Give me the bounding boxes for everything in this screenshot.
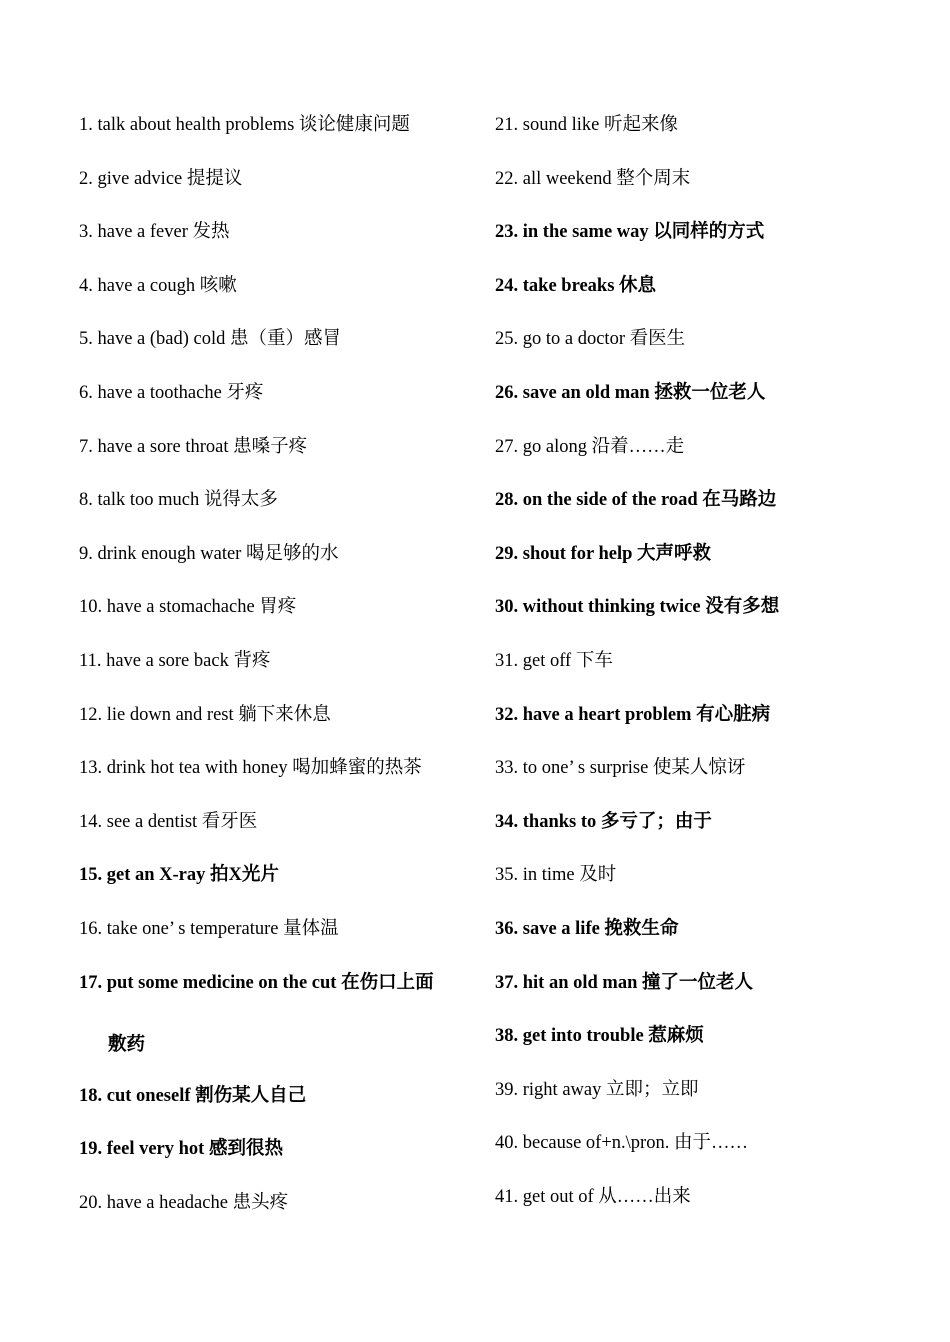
phrase-entry [495, 590, 915, 624]
phrase-text-continuation: 敷药 [108, 1034, 146, 1055]
phrase-entry [79, 322, 479, 356]
phrase-text: 32. have a heart problem 有心脏病 [495, 704, 771, 725]
phrase-text: 25. go to a doctor 看医生 [495, 329, 686, 350]
phrase-entry [79, 1079, 479, 1113]
phrase-text: 1. talk about health problems 谈论健康问题 [79, 115, 410, 135]
phrase-text: 10. have a stomachache 胃疼 [79, 597, 297, 618]
phrase-entry [79, 430, 479, 464]
phrase-text: 15. get an X-ray 拍X光片 [79, 865, 279, 886]
phrase-entry [79, 644, 479, 678]
phrase-text: 12. lie down and rest 躺下来休息 [79, 704, 331, 725]
phrase-entry [79, 698, 479, 732]
phrase-entry [495, 1126, 915, 1160]
phrase-text: 29. shout for help 大声呼救 [495, 543, 712, 564]
phrase-entry [79, 483, 479, 517]
phrase-text: 2. give advice 提提议 [79, 168, 243, 189]
phrase-text: 37. hit an old man 撞了一位老人 [495, 972, 754, 993]
phrase-text: 6. have a toothache 牙疼 [79, 382, 264, 403]
phrase-entry [79, 751, 479, 785]
phrase-entry [495, 1073, 915, 1107]
phrase-entry [495, 966, 915, 1000]
phrase-entry [79, 537, 479, 571]
phrase-text: 22. all weekend 整个周末 [495, 168, 691, 189]
phrase-text: 28. on the side of the road 在马路边 [495, 490, 777, 511]
phrase-text: 11. have a sore back 背疼 [79, 650, 271, 671]
phrase-text: 38. get into trouble 惹麻烦 [495, 1026, 704, 1047]
phrase-text: 31. get off 下车 [495, 650, 613, 671]
phrase-text: 33. to one’ s surprise 使某人惊讶 [495, 758, 746, 779]
phrase-text: 21. sound like 听起来像 [495, 115, 678, 135]
phrase-entry [495, 376, 915, 410]
phrase-text: 36. save a life 挽救生命 [495, 918, 679, 939]
phrase-entry [79, 912, 479, 946]
phrase-text: 39. right away 立即；立即 [495, 1079, 699, 1100]
phrase-text: 4. have a cough 咳嗽 [79, 275, 237, 296]
phrase-text: 9. drink enough water 喝足够的水 [79, 543, 339, 564]
phrase-entry [79, 269, 479, 303]
phrase-entry [79, 162, 479, 196]
phrase-text: 18. cut oneself 割伤某人自己 [79, 1085, 307, 1106]
phrase-entry [495, 215, 915, 249]
phrase-text: 27. go along 沿着……走 [495, 436, 685, 457]
phrase-text: 20. have a headache 患头疼 [79, 1192, 289, 1213]
phrase-text: 19. feel very hot 感到很热 [79, 1139, 283, 1160]
phrase-text: 34. thanks to 多亏了；由于 [495, 811, 712, 832]
phrase-text: 24. take breaks 休息 [495, 275, 657, 296]
phrase-text: 30. without thinking twice 没有多想 [495, 597, 780, 618]
phrase-text: 16. take one’ s temperature 量体温 [79, 918, 339, 939]
phrase-text: 35. in time 及时 [495, 865, 617, 886]
phrase-text: 41. get out of 从……出来 [495, 1186, 691, 1207]
phrase-entry [495, 1180, 915, 1214]
phrase-text: 5. have a (bad) cold 患（重）感冒 [79, 329, 342, 350]
phrase-entry [495, 108, 915, 142]
phrase-entry [495, 483, 915, 517]
phrase-entry [79, 805, 479, 839]
phrase-entry [495, 698, 915, 732]
phrase-text: 23. in the same way 以同样的方式 [495, 222, 765, 243]
phrase-entry [495, 1019, 915, 1053]
phrase-entry [495, 269, 915, 303]
phrase-text: 14. see a dentist 看牙医 [79, 811, 258, 832]
phrase-entry [495, 912, 915, 946]
phrase-entry [495, 805, 915, 839]
phrase-text: 13. drink hot tea with honey 喝加蜂蜜的热茶 [79, 758, 422, 779]
phrase-entry [495, 162, 915, 196]
phrase-text: 8. talk too much 说得太多 [79, 490, 278, 511]
phrase-entry [495, 858, 915, 892]
phrase-entry [495, 430, 915, 464]
phrase-text: 3. have a fever 发热 [79, 222, 230, 243]
phrase-entry [79, 108, 479, 142]
phrase-text: 26. save an old man 拯救一位老人 [495, 382, 766, 403]
phrase-entry [79, 966, 479, 1062]
phrase-entry [79, 215, 479, 249]
phrase-entry [79, 858, 479, 892]
phrase-entry [495, 644, 915, 678]
phrase-entry [79, 376, 479, 410]
phrase-entry [495, 751, 915, 785]
phrase-entry [495, 322, 915, 356]
phrase-entry [495, 537, 915, 571]
phrase-entry [79, 1186, 479, 1220]
phrase-text: 40. because of+n.\pron. 由于…… [495, 1133, 748, 1154]
phrase-entry [79, 1132, 479, 1166]
phrase-list-right [495, 108, 915, 1233]
phrase-entry [79, 590, 479, 624]
phrase-text: 17. put some medicine on the cut 在伤口上面 [79, 972, 434, 993]
phrase-text: 7. have a sore throat 患嗓子疼 [79, 436, 308, 457]
phrase-list-left [79, 108, 479, 1239]
